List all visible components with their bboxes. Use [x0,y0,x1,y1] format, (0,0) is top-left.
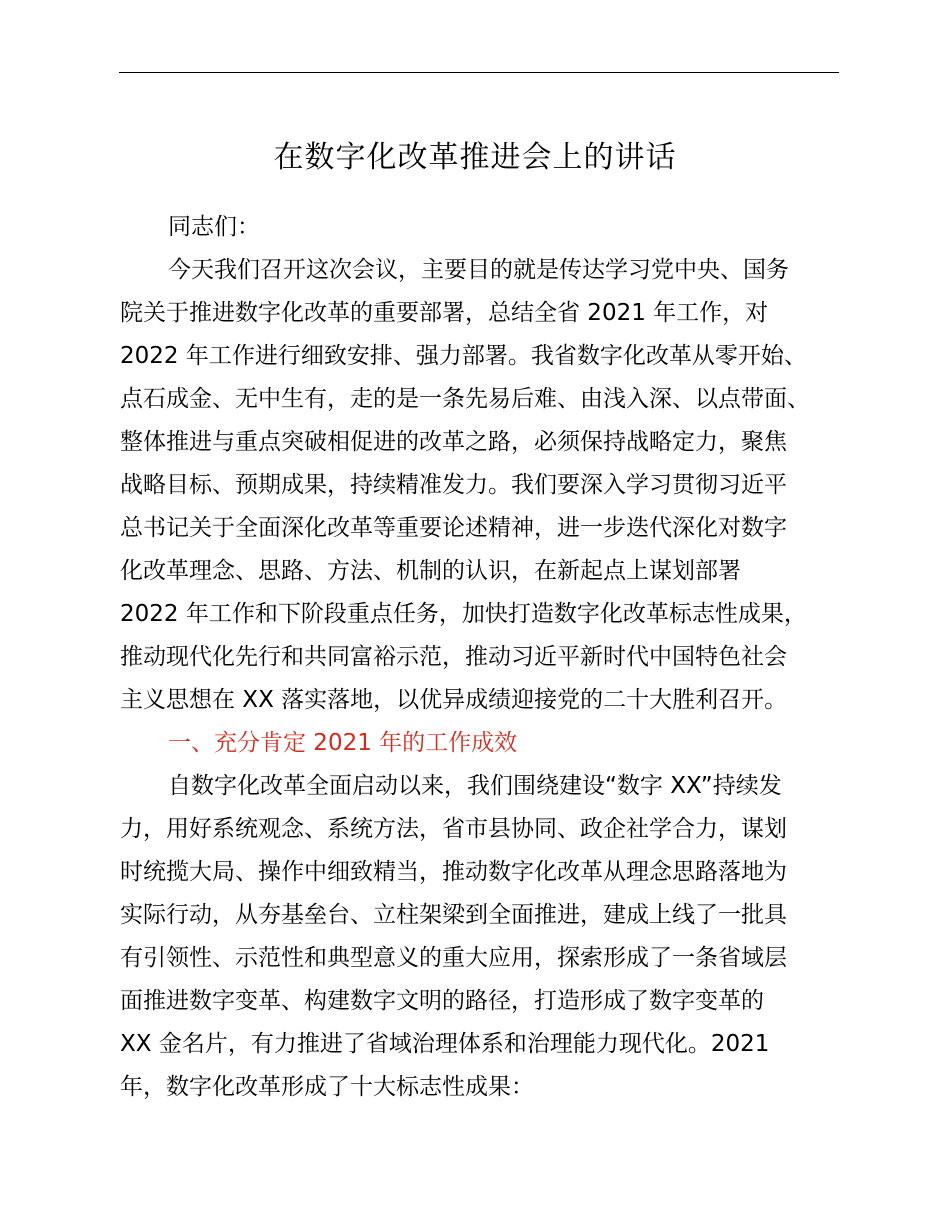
paragraph-line: 今天我们召开这次会议，主要目的就是传达学习党中央、国务 [168,257,789,283]
paragraph-line: 有引领性、示范性和典型意义的重大应用，探索形成了一条省域层 [120,945,787,971]
paragraph-line: 力，用好系统观念、系统方法，省市县协同、政企社学合力，谋划 [120,816,787,842]
paragraph-line: 总书记关于全面深化改革等重要论述精神，进一步迭代深化对数字 [120,515,787,541]
paragraph-line: 战略目标、预期成果，持续精准发力。我们要深入学习贯彻习近平 [120,472,787,498]
paragraph-line: 点石成金、无中生有，走的是一条先易后难、由浅入深、以点带面、 [120,386,810,412]
paragraph-line: 院关于推进数字化改革的重要部署，总结全省 2021 年工作，对 [120,300,769,326]
paragraph-line: 化改革理念、思路、方法、机制的认识，在新起点上谋划部署 [120,558,741,584]
paragraph-line: 年，数字化改革形成了十大标志性成果： [120,1074,534,1100]
document-body [120,206,860,1109]
salutation: 同志们： [168,214,260,240]
paragraph-1 [120,249,860,722]
header-rule [119,72,839,73]
document-title: 在数字化改革推进会上的讲话 [273,140,677,175]
paragraph-line: 时统揽大局、操作中细致精当，推动数字化改革从理念思路落地为 [120,859,787,885]
paragraph-line: 2022 年工作和下阶段重点任务，加快打造数字化改革标志性成果， [120,601,807,627]
paragraph-line: XX 金名片，有力推进了省域治理体系和治理能力现代化。2021 [120,1031,770,1057]
paragraph-2 [120,765,860,1109]
paragraph-line: 实际行动，从夯基垒台、立柱架梁到全面推进，建成上线了一批具 [120,902,787,928]
paragraph-line: 面推进数字变革、构建数字文明的路径，打造形成了数字变革的 [120,988,764,1014]
paragraph-line: 整体推进与重点突破相促进的改革之路，必须保持战略定力，聚焦 [120,429,787,455]
paragraph-line: 2022 年工作进行细致安排、强力部署。我省数字化改革从零开始、 [120,343,807,369]
paragraph-line: 自数字化改革全面启动以来，我们围绕建设“数字 XX”持续发 [168,773,782,799]
paragraph-line: 推动现代化先行和共同富裕示范，推动习近平新时代中国特色社会 [120,644,787,670]
paragraph-line: 主义思想在 XX 落实落地，以优异成绩迎接党的二十大胜利召开。 [120,687,788,713]
section-heading: 一、充分肯定 2021 年的工作成效 [168,730,518,756]
